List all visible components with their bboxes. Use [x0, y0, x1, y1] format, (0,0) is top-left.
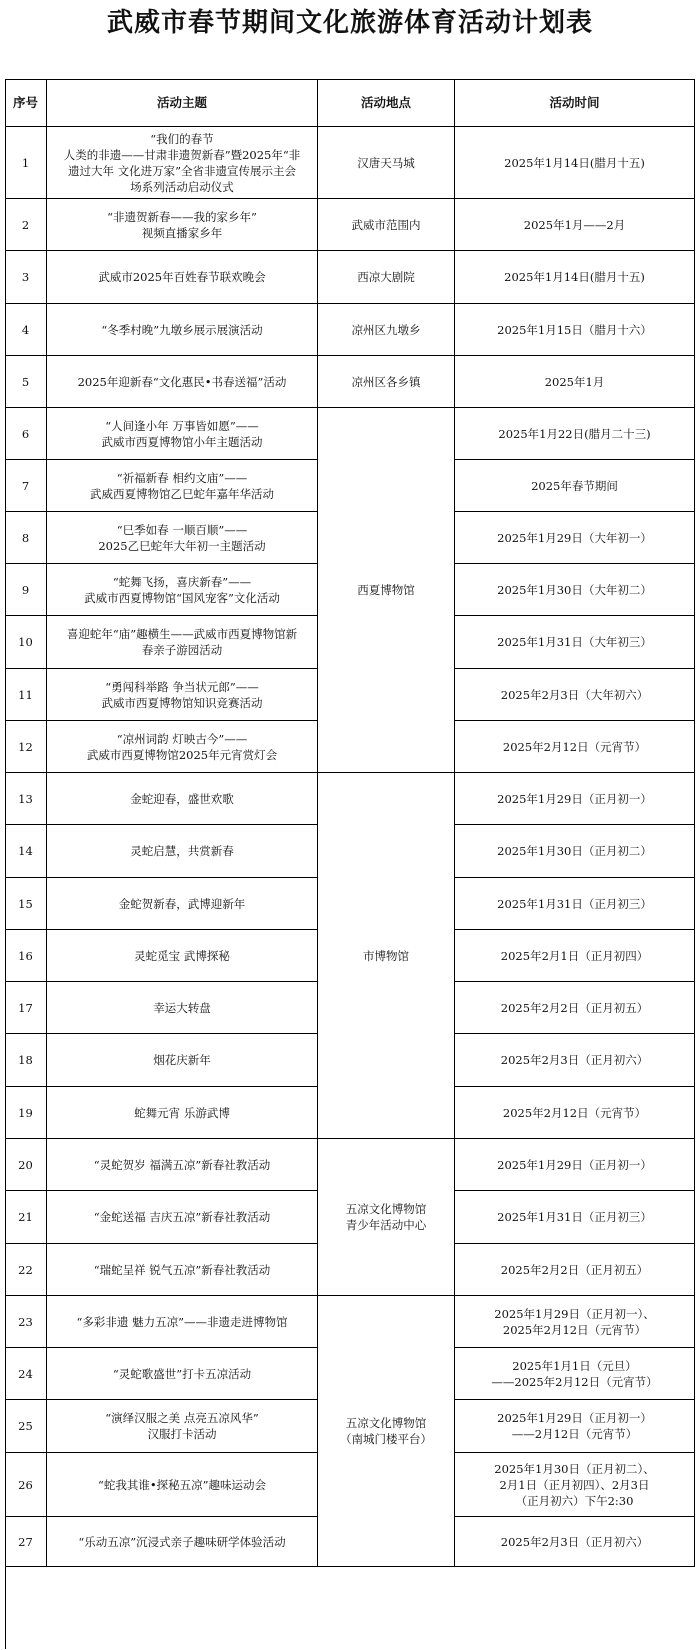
activity-theme	[47, 721, 318, 773]
activity-time	[455, 512, 695, 564]
row-number	[5, 1139, 47, 1191]
row-number-text: 27	[18, 1534, 33, 1549]
activity-theme-text: 烟花庆新年	[153, 1053, 211, 1067]
activity-location	[318, 251, 455, 304]
row-number-text: 12	[18, 739, 33, 754]
row-number	[5, 356, 47, 408]
activity-location-text: 市博物馆	[363, 948, 409, 963]
activity-time	[455, 304, 695, 356]
activity-theme-text: “金蛇送福 吉庆五凉”新春社教活动	[93, 1210, 271, 1224]
row-number	[5, 512, 47, 564]
activity-theme	[47, 1400, 318, 1453]
activity-time-text: 2025年1月	[544, 374, 605, 389]
activity-theme-text: 金蛇贺新春，武博迎新年	[118, 896, 246, 911]
activity-location-text: 汉唐天马城	[357, 155, 415, 170]
activity-theme-text: “勇闯科举路 争当状元郎”——	[105, 679, 259, 694]
activity-theme-text: “瑞蛇呈祥 锐气五凉”新春社教活动	[93, 1262, 271, 1277]
activity-theme	[47, 878, 318, 930]
activity-time-text: 2025年1月——2月	[523, 217, 626, 232]
activity-theme-text: 灵蛇觅宝 武博探秘	[134, 948, 230, 963]
activity-time	[455, 1034, 695, 1087]
activity-theme-text: “灵蛇歌盛世”打卡五凉活动	[112, 1366, 252, 1381]
row-number	[5, 982, 47, 1034]
activity-theme-text: 人类的非遗——甘肃非遗贺新春”暨2025年“非	[63, 147, 301, 162]
row-number-text: 19	[18, 1105, 33, 1120]
header-location-text: 活动地点	[360, 94, 411, 110]
activity-time-text: 2025年2月3日（正月初六）	[500, 1053, 649, 1067]
activity-time-text: 2025年2月12日（元宵节）	[502, 739, 647, 754]
activity-theme	[47, 1034, 318, 1087]
activity-location	[318, 127, 455, 199]
activity-time	[455, 1296, 695, 1348]
activity-theme-text: “演绎汉服之美 点亮五凉风华”	[105, 1411, 259, 1425]
row-number-text: 9	[21, 582, 30, 597]
activity-location-text: 武威市范围内	[351, 217, 421, 232]
activity-time	[455, 669, 695, 721]
activity-theme-text: “蛇舞飞扬，喜庆新春”——	[112, 574, 252, 589]
activity-time	[455, 773, 695, 825]
activity-theme	[47, 1296, 318, 1348]
row-number	[5, 460, 47, 512]
row-number-text: 3	[21, 270, 30, 284]
activity-table	[5, 79, 695, 1649]
activity-time-text: 2025年2月2日（正月初五）	[500, 1000, 649, 1015]
row-number-text: 11	[18, 687, 33, 702]
activity-time-text: 2025年1月29日（正月初一）	[497, 791, 652, 806]
activity-time	[455, 721, 695, 773]
activity-theme	[47, 408, 318, 460]
activity-theme-text: “灵蛇贺岁 福满五凉”新春社教活动	[93, 1157, 271, 1172]
activity-theme-text: 汉服打卡活动	[147, 1427, 217, 1441]
activity-theme-text: 金蛇迎春，盛世欢歌	[130, 791, 234, 806]
activity-time-text: 2025年1月14日(腊月十五)	[504, 270, 645, 284]
activity-theme	[47, 1191, 318, 1244]
activity-theme	[47, 251, 318, 304]
activity-time	[455, 1191, 695, 1244]
activity-location	[318, 1139, 455, 1296]
activity-time-text: 2025年1月1日（元旦）	[512, 1358, 637, 1373]
activity-theme-text: 武威市西夏博物馆“国风宠客”文化活动	[84, 590, 280, 605]
activity-time-text: 2025年2月1日（正月初四）	[500, 948, 649, 963]
activity-theme	[47, 1244, 318, 1296]
activity-theme-text: “多彩非遗 魅力五凉”——非遗走进博物馆	[76, 1314, 288, 1329]
activity-theme-text: 遗过大年 文化进万家”全省非遗宣传展示主会	[67, 163, 297, 178]
row-number	[5, 1296, 47, 1348]
activity-time-text: 2025年1月29日（正月初一）	[497, 1411, 652, 1425]
row-number-text: 24	[18, 1366, 33, 1381]
row-number-text: 21	[18, 1210, 33, 1224]
activity-theme-text: “祈福新春 相约文庙”——	[116, 470, 248, 485]
row-number	[5, 1517, 47, 1567]
activity-time-text: ——2月12日（元宵节）	[511, 1427, 638, 1441]
row-number-text: 18	[18, 1053, 33, 1067]
row-number-text: 16	[18, 948, 33, 963]
activity-time-text: 2025年1月29日（大年初一）	[497, 530, 652, 545]
activity-theme	[47, 616, 318, 669]
activity-theme	[47, 564, 318, 616]
activity-theme-text: 武威市西夏博物馆小年主题活动	[101, 434, 263, 449]
activity-theme	[47, 825, 318, 878]
activity-theme-text: 视频直播家乡年	[141, 225, 223, 240]
activity-time	[455, 1400, 695, 1453]
activity-time	[455, 127, 695, 199]
activity-location-text: 青少年活动中心	[345, 1218, 427, 1232]
activity-location-text: 凉州区各乡镇	[351, 374, 421, 389]
activity-location-text: 五凉文化博物馆	[345, 1416, 427, 1430]
activity-location-text: 五凉文化博物馆	[345, 1202, 427, 1216]
activity-time	[455, 1348, 695, 1400]
activity-location-text: 西夏博物馆	[357, 583, 415, 597]
activity-time	[455, 1139, 695, 1191]
header-theme-text: 活动主题	[156, 94, 207, 110]
activity-theme-text: “人间逢小年 万事皆如愿”——	[105, 418, 259, 433]
activity-time-text: 2025年1月15日（腊月十六）	[497, 322, 652, 337]
activity-time-text: 2025年2月12日（元宵节）	[502, 1322, 647, 1337]
activity-location-text: 西凉大剧院	[357, 270, 415, 284]
activity-time	[455, 251, 695, 304]
activity-time	[455, 1087, 695, 1139]
activity-theme-text: 武威市西夏博物馆2025年元宵赏灯会	[86, 747, 278, 762]
activity-time	[455, 408, 695, 460]
row-number	[5, 1244, 47, 1296]
activity-time-text: 2025年1月30日（正月初二）	[497, 844, 652, 858]
row-number-text: 8	[21, 530, 30, 545]
activity-theme-text: 蛇舞元宵 乐游武博	[134, 1105, 230, 1120]
row-number	[5, 773, 47, 825]
activity-theme-text: 2025年迎新春“文化惠民•书春送福”活动	[77, 374, 287, 389]
activity-theme-text: 喜迎蛇年“庙”趣横生——武威市西夏博物馆新	[66, 627, 298, 641]
row-number	[5, 1191, 47, 1244]
activity-location	[318, 304, 455, 356]
row-number	[5, 127, 47, 199]
activity-time-text: 2025年2月2日（正月初五）	[500, 1262, 649, 1277]
activity-theme	[47, 930, 318, 982]
row-number	[5, 1453, 47, 1517]
activity-theme	[47, 1517, 318, 1567]
header-theme	[47, 79, 318, 127]
row-number	[5, 1348, 47, 1400]
activity-theme	[47, 127, 318, 199]
activity-theme	[47, 1139, 318, 1191]
row-number-text: 2	[21, 217, 30, 232]
activity-theme	[47, 1348, 318, 1400]
header-time	[455, 79, 695, 127]
activity-location	[318, 773, 455, 1139]
row-number-text: 13	[18, 791, 33, 806]
activity-time	[455, 878, 695, 930]
row-number-text: 7	[21, 478, 30, 493]
activity-theme-text: “冬季村晚”九墩乡展示展演活动	[101, 322, 263, 337]
row-number	[5, 251, 47, 304]
row-number	[5, 1087, 47, 1139]
activity-location	[318, 356, 455, 408]
row-number-text: 5	[21, 374, 30, 389]
activity-time	[455, 1244, 695, 1296]
activity-theme-text: 场系列活动启动仪式	[130, 179, 234, 194]
row-number-text: 1	[21, 155, 30, 170]
activity-theme-text: 2025乙巳蛇年大年初一主题活动	[98, 538, 266, 553]
activity-time	[455, 460, 695, 512]
activity-time-text: 2月1日（正月初四）、2月3日	[499, 1477, 650, 1492]
row-number-text: 17	[18, 1000, 33, 1015]
row-number	[5, 878, 47, 930]
activity-time	[455, 564, 695, 616]
activity-location	[318, 408, 455, 773]
row-number-text: 14	[18, 844, 33, 858]
activity-time	[455, 356, 695, 408]
row-number-text: 10	[18, 635, 33, 649]
activity-theme	[47, 669, 318, 721]
activity-theme	[47, 304, 318, 356]
row-number	[5, 564, 47, 616]
activity-theme	[47, 773, 318, 825]
row-number	[5, 304, 47, 356]
row-number	[5, 199, 47, 251]
activity-theme-text: “乐动五凉”沉浸式亲子趣味研学体验活动	[78, 1534, 286, 1549]
activity-time-text: （正月初六）下午2:30	[515, 1493, 634, 1508]
row-number	[5, 408, 47, 460]
activity-theme-text: 春亲子游园活动	[141, 643, 223, 657]
activity-theme-text: “非遗贺新春——我的家乡年”	[107, 209, 257, 224]
activity-theme	[47, 512, 318, 564]
header-no-text: 序号	[12, 94, 38, 110]
row-number	[5, 616, 47, 669]
activity-theme-text: 武威西夏博物馆乙巳蛇年嘉年华活动	[90, 486, 274, 501]
activity-location	[318, 199, 455, 251]
activity-time	[455, 982, 695, 1034]
row-number-text: 15	[18, 896, 33, 911]
row-number-text: 25	[18, 1419, 33, 1433]
activity-theme-text: 武威市西夏博物馆知识竞赛活动	[101, 695, 263, 710]
activity-time-text: 2025年1月14日(腊月十五)	[504, 155, 645, 170]
activity-time-text: 2025年1月29日（正月初一）	[497, 1157, 652, 1172]
header-time-text: 活动时间	[549, 94, 600, 110]
activity-time-text: 2025年春节期间	[531, 478, 618, 493]
row-number	[5, 930, 47, 982]
activity-time-text: 2025年1月31日（正月初三）	[497, 1210, 652, 1224]
activity-theme	[47, 1087, 318, 1139]
header-no	[5, 79, 47, 127]
row-number-text: 22	[18, 1262, 33, 1277]
row-number	[5, 1400, 47, 1453]
activity-theme-text: 武威市2025年百姓春节联欢晚会	[98, 270, 266, 284]
row-number-text: 26	[18, 1477, 33, 1492]
activity-theme	[47, 356, 318, 408]
activity-time-text: 2025年1月22日(腊月二十三)	[498, 426, 651, 441]
activity-time-text: 2025年2月12日（元宵节）	[502, 1105, 647, 1120]
activity-time-text: 2025年1月31日（正月初三）	[497, 896, 652, 911]
activity-time	[455, 825, 695, 878]
activity-time	[455, 930, 695, 982]
activity-time-text: 2025年2月3日（大年初六）	[500, 687, 649, 702]
activity-location	[318, 1296, 455, 1567]
activity-time-text: 2025年2月3日（正月初六）	[500, 1534, 649, 1549]
activity-theme	[47, 199, 318, 251]
activity-theme-text: “凉州词韵 灯映古今”——	[116, 731, 248, 746]
activity-location-text: （南城门楼平台）	[340, 1432, 432, 1446]
activity-theme	[47, 460, 318, 512]
row-number-text: 20	[18, 1157, 33, 1172]
page-title: 武威市春节期间文化旅游体育活动计划表	[106, 8, 593, 38]
activity-time	[455, 616, 695, 669]
row-number	[5, 669, 47, 721]
activity-theme-text: 幸运大转盘	[153, 1000, 211, 1015]
activity-theme-text: “巳季如春 一顺百顺”——	[116, 522, 248, 537]
activity-time	[455, 1517, 695, 1567]
row-number-text: 23	[18, 1314, 33, 1329]
activity-time	[455, 199, 695, 251]
header-location	[318, 79, 455, 127]
activity-theme	[47, 1453, 318, 1517]
activity-time-text: ——2025年2月12日（元宵节）	[491, 1374, 658, 1389]
activity-theme-text: “我们的春节	[150, 131, 214, 146]
row-number	[5, 825, 47, 878]
activity-time-text: 2025年1月29日（正月初一）、	[494, 1306, 655, 1321]
activity-location-text: 凉州区九墩乡	[351, 322, 421, 337]
activity-theme-text: 灵蛇启慧，共赏新春	[130, 844, 234, 858]
row-number	[5, 1034, 47, 1087]
activity-time-text: 2025年1月31日（大年初三）	[497, 635, 652, 649]
activity-theme	[47, 982, 318, 1034]
activity-time-text: 2025年1月30日（正月初二）、	[494, 1461, 655, 1476]
activity-theme-text: “蛇我其谁•探秘五凉”趣味运动会	[97, 1477, 267, 1492]
activity-time	[455, 1453, 695, 1517]
row-number	[5, 721, 47, 773]
row-number-text: 6	[21, 426, 30, 441]
activity-time-text: 2025年1月30日（大年初二）	[497, 582, 652, 597]
row-number-text: 4	[21, 322, 30, 337]
